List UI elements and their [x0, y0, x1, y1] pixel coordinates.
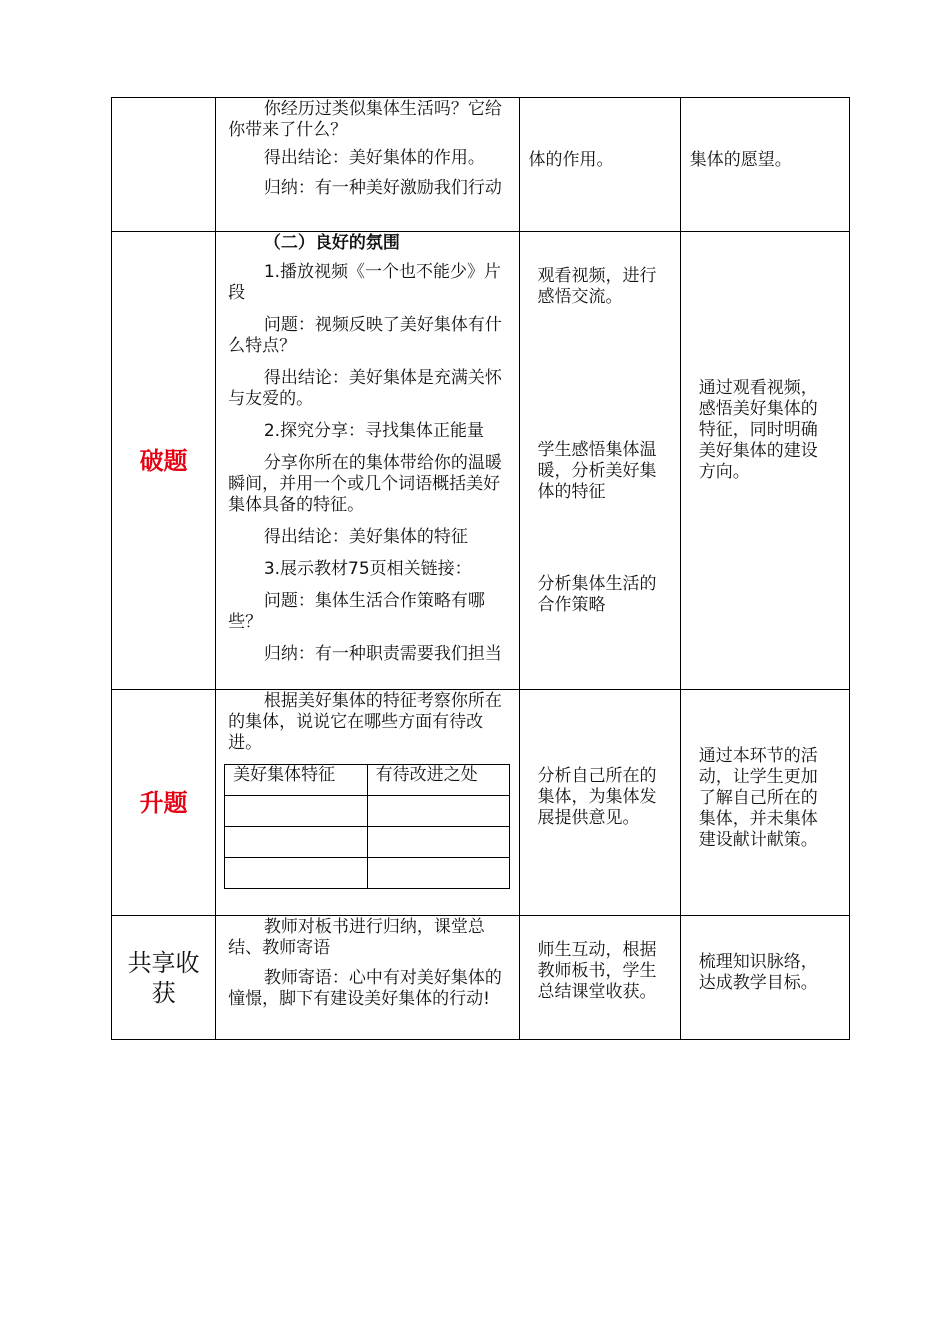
stage-label-summary: [112, 916, 216, 1040]
design-purpose-cell: [680, 98, 849, 232]
paragraph: 得出结论：美好集体是充满关怀与友爱的。: [228, 368, 502, 409]
design-purpose-cell: [680, 232, 849, 690]
design-purpose-cell: [680, 690, 849, 916]
table-row-intro: [112, 98, 850, 232]
student-activity-text: 体的作用。: [528, 150, 614, 170]
student-activity-text: 师生互动，根据教师板书，学生总结课堂收获。: [537, 940, 657, 1002]
table-row: [225, 858, 510, 889]
table-cell: [225, 796, 368, 827]
student-activity-text: 分析自己所在的集体，为集体发展提供意见。: [537, 766, 657, 828]
student-activity-text: 观看视频，进行感悟交流。: [537, 266, 657, 307]
design-purpose-text: 通过本环节的活动，让学生更加了解自己所在的集体，并未集体建设献计献策。: [698, 746, 818, 850]
table-row-shengti: [112, 690, 850, 916]
table-row-poti: [112, 232, 850, 690]
student-activity-cell: [519, 98, 680, 232]
table-cell: [225, 858, 368, 889]
stage-label-poti: 破题: [112, 232, 216, 690]
teacher-activity-cell: [216, 690, 519, 916]
paragraph: 归纳：有一种美好激励我们行动: [263, 178, 502, 198]
paragraph: 问题：视频反映了美好集体有什么特点？: [228, 315, 502, 356]
paragraph: 得出结论：美好集体的特征: [263, 527, 468, 547]
student-activity-text: 分析集体生活的合作策略: [537, 574, 657, 615]
table-header-cell: 美好集体特征: [225, 765, 368, 796]
improvement-table: [224, 764, 510, 889]
stage-label-shengti: 升题: [112, 690, 216, 916]
paragraph: 教师对板书进行归纳，课堂总结、教师寄语: [228, 917, 485, 958]
table-row: [225, 796, 510, 827]
paragraph: 2.探究分享：寻找集体正能量: [263, 421, 485, 441]
stage-label-text: 共享收获: [127, 948, 200, 1007]
student-activity-cell: [519, 916, 680, 1040]
design-purpose-cell: [680, 916, 849, 1040]
paragraph: 1.播放视频《一个也不能少》片段: [228, 262, 502, 303]
paragraph: 教师寄语：心中有对美好集体的憧憬，脚下有建设美好集体的行动!: [228, 968, 502, 1009]
table-cell: [367, 858, 510, 889]
stage-cell-empty: [112, 98, 216, 232]
table-row: [225, 765, 510, 796]
student-activity-cell: [519, 690, 680, 916]
paragraph: 得出结论：美好集体的作用。: [263, 148, 485, 168]
lesson-plan-table: [111, 97, 850, 1040]
paragraph: 归纳：有一种职责需要我们担当: [263, 644, 502, 664]
table-header-cell: 有待改进之处: [367, 765, 510, 796]
student-activity-text: 学生感悟集体温暖，分析美好集体的特征: [537, 440, 657, 502]
table-cell: [367, 796, 510, 827]
teacher-activity-cell: [216, 98, 519, 232]
design-purpose-text: 集体的愿望。: [689, 150, 792, 170]
table-cell: [225, 827, 368, 858]
paragraph: 根据美好集体的特征考察你所在的集体，说说它在哪些方面有待改进。: [228, 691, 502, 753]
paragraph: 你经历过类似集体生活吗？它给你带来了什么？: [228, 99, 502, 140]
design-purpose-text: 通过观看视频，感悟美好集体的特征，同时明确美好集体的建设方向。: [698, 378, 818, 482]
teacher-activity-cell: [216, 916, 519, 1040]
paragraph: 问题：集体生活合作策略有哪些？: [228, 591, 485, 632]
table-cell: [367, 827, 510, 858]
table-row-summary: [112, 916, 850, 1040]
section-heading: （二）良好的氛围: [263, 233, 400, 253]
design-purpose-text: 梳理知识脉络，达成教学目标。: [698, 952, 818, 993]
teacher-activity-cell: [216, 232, 519, 690]
student-activity-cell: [519, 232, 680, 690]
paragraph: 分享你所在的集体带给你的温暖瞬间，并用一个或几个词语概括美好集体具备的特征。: [228, 453, 502, 515]
table-row: [225, 827, 510, 858]
paragraph: 3.展示教材75页相关链接：: [263, 559, 472, 579]
